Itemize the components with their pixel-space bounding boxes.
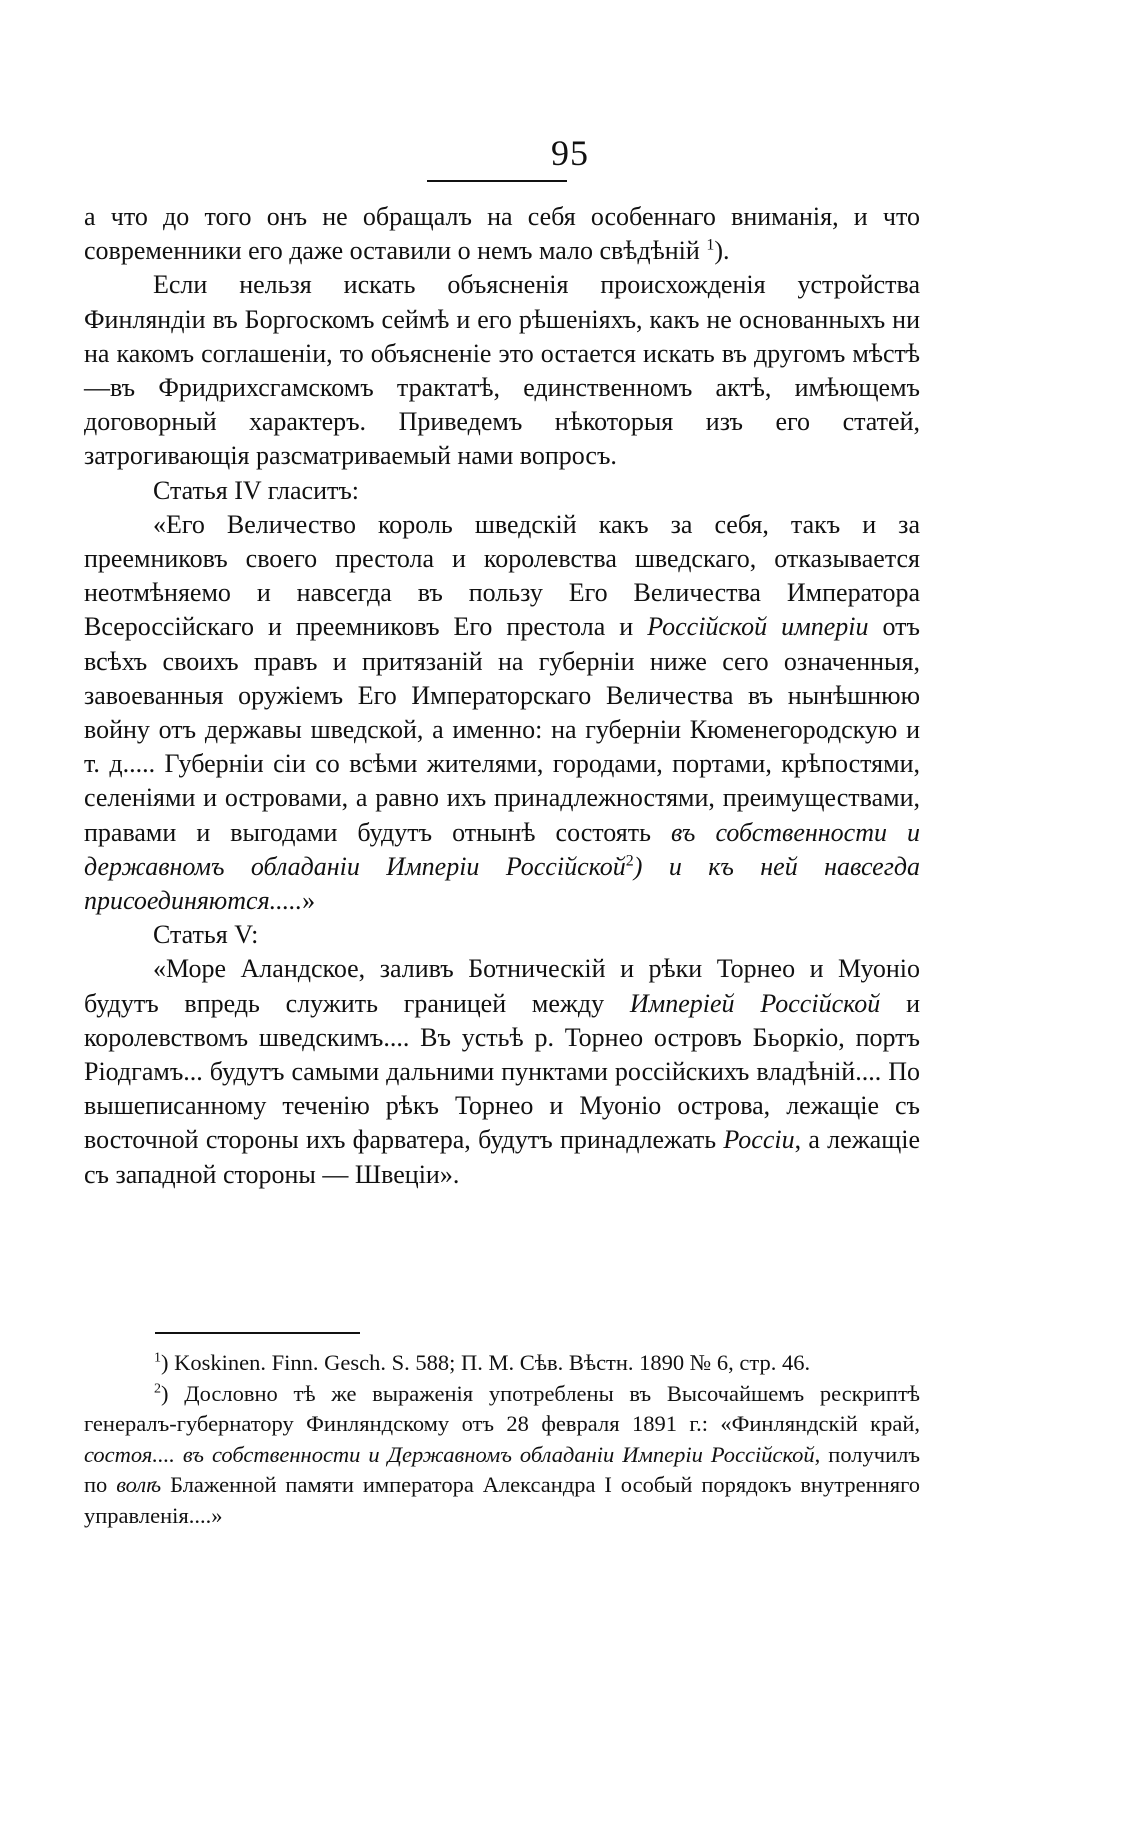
article-4-heading: Статья IV гласитъ: <box>153 475 360 505</box>
footnote-1 <box>84 1348 920 1379</box>
text-run: ) Дословно тѣ же выраженія употреблены въ Высочайшемъ рескриптѣ генералъ-губернатору Финляндскому отъ 28 февраля 1891 г.: «Финляндскій край, <box>84 1380 920 1436</box>
page-number: 95 <box>551 133 589 173</box>
footnote-ref-2: 2 <box>625 852 634 870</box>
footnote-ref-1: 1 <box>706 236 715 254</box>
italic-run: ) и къ ней навсегда присоединяются..... <box>84 851 920 916</box>
text-run: а что до того онъ не обращалъ на себя особеннаго вниманія, и что современники его даже оставили о немъ мало свѣдѣній <box>84 202 920 266</box>
footnote-2 <box>84 1379 920 1532</box>
text-run: , а лежащіе съ западной стороны — Швеціи». <box>84 1125 920 1189</box>
footnote-separator <box>155 1332 360 1334</box>
article-4-quote <box>84 508 920 918</box>
italic-run: Россійской имперіи <box>647 612 869 642</box>
text-run: Блаженной памяти императора Александра I особый порядокъ внутренняго управленія....» <box>84 1472 921 1528</box>
paragraph-explanation: Если нельзя искать объясненія происхожденія устройства Финляндіи въ Боргоскомъ сеймѣ и его рѣшеніяхъ, какъ не основанныхъ ни на какомъ соглашеніи, то объясненіе это остается искать въ другомъ мѣстѣ—въ Фридрихсгамскомъ трактатѣ, единственномъ актѣ, имѣющемъ договорный характеръ. Приведемъ нѣкоторыя изъ его статей, затрогивающія разсматриваемый нами вопросъ. <box>84 270 920 471</box>
text-run: ). <box>714 236 730 266</box>
footnotes <box>84 1348 920 1531</box>
article-5-quote <box>84 952 920 1191</box>
article-5-heading: Статья V: <box>153 920 259 950</box>
main-text <box>84 200 920 1192</box>
text-run: отъ всѣхъ своихъ правъ и притязаній на губерніи ниже сего означенныя, завоеванныя оружіемъ Его Императорскаго Величества въ нынѣшнюю войну отъ державы шведской, а именно: на губерніи Кюменегородскую и т. д..... Губерніи сіи со всѣми жителями, городами, портами, крѣпостями, селеніями и островами, а равно ихъ принадлежностями, преимуществами, правами и выгодами будутъ отнынѣ состоять <box>84 612 920 847</box>
paragraph-continuation <box>84 200 920 268</box>
italic-run: состоя.... въ собственности и Державномъ обладаніи Имперіи Россійской <box>84 1441 815 1467</box>
footnote-marker: 1 <box>154 1350 161 1366</box>
text-run: » <box>302 886 316 916</box>
italic-run: Россіи <box>723 1125 795 1155</box>
footnote-marker: 2 <box>154 1381 161 1396</box>
header-rule <box>427 180 567 182</box>
italic-run: въ собственности и державномъ обладаніи Имперіи Россійской <box>84 817 921 881</box>
text-run: «Море Аландское, заливъ Ботническій и рѣки Торнео и Муоніо будутъ впредь служить границей между <box>84 954 920 1018</box>
text-run: «Его Величество король шведскій какъ за себя, такъ и за преемниковъ своего престола и королевства шведскаго, отказывается неотмѣняемо и навсегда въ пользу Его Величества Императора Всероссійскаго и преемниковъ Его престола и <box>84 509 920 642</box>
text-run: ) Koskinen. Finn. Gesch. S. 588; П. М. Сѣв. Вѣстн. 1890 № 6, стр. 46. <box>161 1350 811 1375</box>
text-run: , получилъ по <box>84 1441 920 1497</box>
italic-run: Имперіей Россійской <box>629 988 881 1018</box>
italic-run: волѣ <box>116 1472 162 1497</box>
text-run: и королевствомъ шведскимъ.... Въ устьѣ р. Торнео островъ Бьоркіо, портъ Ріодгамъ... будутъ самыми дальними пунктами россійскихъ владѣній.... По вышеписанному теченію рѣкъ Торнео и Муоніо острова, лежащіе съ восточной стороны ихъ фарватера, будутъ принадлежать <box>84 988 920 1155</box>
